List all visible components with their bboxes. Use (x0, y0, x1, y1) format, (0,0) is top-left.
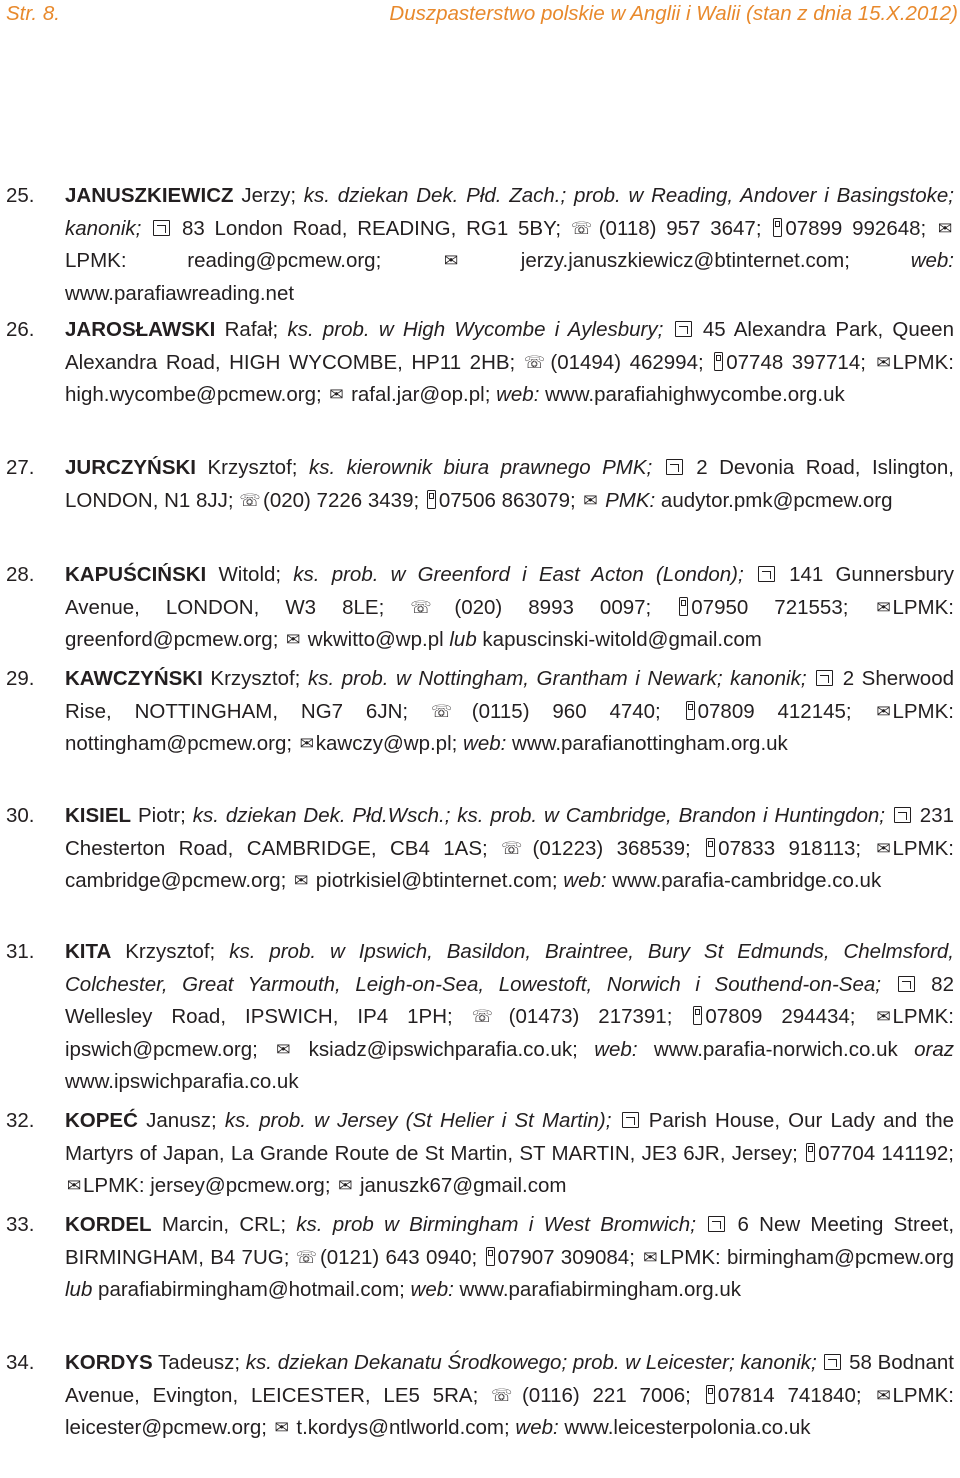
email-icon: ✉ (285, 630, 301, 651)
priest-surname: KORDEL (65, 1213, 152, 1236)
mobile: 07907 309084; (497, 1245, 635, 1269)
phone-icon: ☏ (491, 1385, 513, 1406)
phone-icon: ☏ (410, 597, 432, 618)
mobile-icon (693, 1006, 702, 1025)
entry-number: 32. (6, 1109, 35, 1132)
mobile: 07748 397714; (726, 350, 866, 374)
phone-icon: ☏ (239, 490, 261, 511)
entry-text (65, 180, 954, 310)
address-icon (708, 1216, 725, 1232)
mobile: 07899 992648; (785, 216, 927, 240)
email-lpmk[interactable]: LPMK: greenford@pcmew.org; (65, 595, 954, 652)
priest-role: ks. prob. w Nottingham, Grantham i Newark; kanonik; (307, 667, 807, 690)
address: 45 Alexandra Park, Queen Alexandra Road, HIGH WYCOMBE, HP11 2HB; (65, 318, 954, 374)
web-label: web: (557, 869, 607, 893)
email-personal[interactable]: piotrkisiel@btinternet.com; (310, 869, 558, 893)
entry-text (65, 1209, 954, 1307)
mobile: 07833 918113; (718, 836, 862, 860)
email-lpmk[interactable]: LPMK: nottingham@pcmew.org; (65, 699, 954, 756)
email-icon: ✉ (583, 490, 598, 511)
priest-role: ks. kierownik biura prawnego PMK; (308, 456, 653, 479)
entry-number: 34. (6, 1351, 35, 1374)
entry-number: 25. (6, 184, 35, 207)
email-icon: ✉ (937, 218, 953, 239)
priest-role: ks. prob. w Jersey (St Helier i St Martin); (224, 1109, 612, 1132)
email-icon: ✉ (876, 1385, 891, 1406)
web-label: web: (509, 1416, 559, 1440)
phone: (020) 8993 0097; (428, 595, 652, 619)
phone: (0116) 221 7006; (509, 1383, 691, 1407)
entry-number: 33. (6, 1213, 35, 1236)
entry-text (65, 1105, 954, 1203)
mobile-icon (706, 838, 715, 857)
or-word: lub (65, 1278, 93, 1302)
email-personal[interactable]: jerzy.januszkiewicz@btinternet.com; (460, 249, 850, 273)
phone: (020) 7226 3439; (257, 488, 420, 512)
mobile: 07704 141192; (818, 1141, 954, 1165)
priest-role: ks. prob. w Greenford i East Acton (London); (293, 563, 744, 586)
entry-number: 29. (6, 667, 35, 690)
address: 83 London Road, READING, RG1 5BY; (172, 216, 562, 240)
email-icon: ✉ (876, 597, 891, 618)
email-lpmk[interactable]: LPMK: reading@pcmew.org; (65, 249, 382, 273)
entry-text (65, 559, 954, 657)
email-personal[interactable]: wkwitto@wp.pl (302, 628, 444, 652)
priest-first-name: Krzysztof; (202, 667, 308, 690)
address-icon (758, 566, 775, 582)
address: 58 Bodnant Avenue, Evington, LEICESTER, LE5 5RA; (65, 1351, 954, 1407)
address-icon (153, 220, 170, 236)
entry-number: 26. (6, 318, 35, 341)
email-icon: ✉ (329, 385, 344, 406)
page-number: Str. 8. (6, 2, 60, 25)
priest-surname: JURCZYŃSKI (65, 456, 196, 479)
email-personal[interactable]: t.kordys@ntlworld.com; (290, 1416, 510, 1440)
page-title: Duszpasterstwo polskie w Anglii i Walii (stan z dnia 15.X.2012) (389, 2, 958, 25)
priest-surname: JANUSZKIEWICZ (65, 184, 234, 207)
phone-icon: ☏ (523, 352, 546, 373)
web-label: web: (404, 1278, 454, 1302)
priest-role: ks. prob. w Ipswich, Basildon, Braintree, Bury St Edmunds, Chelmsford, Colchester, Great Yarmouth, Leigh-on-Sea, Lowestoft, Norwich i Southend-on-Sea; (65, 940, 954, 996)
phone-icon: ☏ (295, 1247, 317, 1268)
website-link[interactable]: www.parafiawreading.net (65, 281, 295, 305)
entry-text (65, 452, 954, 517)
website-link[interactable]: www.parafia-norwich.co.uk (637, 1037, 898, 1061)
priest-first-name: Witold; (206, 563, 294, 586)
mobile-icon (686, 701, 695, 720)
website-link[interactable]: www.parafiabirmingham.org.uk (453, 1278, 741, 1302)
phone-icon: ☏ (471, 1007, 493, 1028)
email-personal[interactable]: januszk67@gmail.com (354, 1174, 567, 1198)
email-icon: ✉ (876, 1007, 891, 1028)
priest-role: ks. dziekan Dek. Płd.Wsch.; ks. prob. w Cambridge, Brandon i Huntingdon; (192, 804, 885, 827)
priest-role: ks. dziekan Dek. Płd. Zach.; prob. w Reading, Andover i Basingstoke; kanonik; (65, 184, 954, 240)
email-icon: ✉ (276, 1039, 291, 1060)
mobile-icon (714, 352, 723, 371)
mobile-icon (706, 1385, 715, 1404)
mobile: 07809 294434; (705, 1005, 856, 1029)
priest-surname: KORDYS (65, 1351, 153, 1374)
priest-first-name: Tadeusz; (152, 1351, 246, 1374)
mobile-icon (773, 218, 782, 237)
email-icon: ✉ (643, 1247, 658, 1268)
mobile-icon (806, 1143, 815, 1162)
email-lpmk[interactable]: LPMK: jersey@pcmew.org; (83, 1174, 331, 1198)
page-header (0, 0, 960, 30)
address-icon (894, 807, 911, 823)
phone: (0115) 960 4740; (448, 699, 661, 723)
entry-number: 30. (6, 804, 35, 827)
entry-text (65, 936, 954, 1099)
email-icon: ✉ (876, 352, 891, 373)
priest-surname: KISIEL (65, 804, 132, 827)
website-link[interactable]: www.parafiahighwycombe.org.uk (539, 383, 845, 407)
address: 141 Gunnersbury Avenue, LONDON, W3 8LE; (65, 563, 954, 619)
email-lpmk[interactable]: LPMK: high.wycombe@pcmew.org; (65, 350, 955, 407)
mobile: 07950 721553; (691, 595, 849, 619)
web-label: web: (457, 732, 507, 756)
web-label: web: (849, 249, 954, 273)
address-icon (666, 459, 683, 475)
address: 2 Sherwood Rise, NOTTINGHAM, NG7 6JN; (65, 667, 954, 723)
address-icon (816, 670, 833, 686)
priest-first-name: Jerzy; (233, 184, 304, 207)
website-link-2[interactable]: www.ipswichparafia.co.uk (65, 1070, 299, 1094)
email-icon: ✉ (876, 701, 891, 722)
email-lpmk[interactable]: LPMK: ipswich@pcmew.org; (65, 1005, 954, 1061)
mobile-icon (427, 490, 436, 509)
entry-number: 31. (6, 940, 35, 963)
entry-text (65, 1347, 954, 1445)
priest-first-name: Krzysztof; (111, 940, 230, 963)
phone-icon: ☏ (570, 218, 593, 239)
priest-surname: KAWCZYŃSKI (65, 667, 203, 690)
and-word: oraz (897, 1037, 954, 1061)
mobile: 07506 863079; (438, 488, 576, 512)
email-pmk[interactable]: audytor.pmk@pcmew.org (655, 488, 893, 512)
address-icon (898, 976, 915, 992)
phone: (01223) 368539; (519, 836, 691, 860)
email-alt[interactable]: kapuscinski-witold@gmail.com (476, 628, 762, 652)
entry-text (65, 314, 954, 412)
priest-first-name: Piotr; (131, 804, 193, 827)
priest-role: ks. prob w Birmingham i West Bromwich; (296, 1213, 696, 1236)
email-icon: ✉ (876, 838, 891, 859)
mobile: 07814 741840; (717, 1383, 862, 1407)
email-personal[interactable]: ksiadz@ipswichparafia.co.uk; (292, 1037, 578, 1061)
address: 231 Chesterton Road, CAMBRIDGE, CB4 1AS; (65, 804, 955, 860)
entry-number: 27. (6, 456, 35, 479)
website-link[interactable]: www.leicesterpolonia.co.uk (558, 1416, 811, 1440)
email-icon: ✉ (293, 871, 309, 892)
address-icon (675, 321, 692, 337)
address-icon (824, 1354, 841, 1370)
address: 82 Wellesley Road, IPSWICH, IP4 1PH; (65, 972, 954, 1029)
email-personal[interactable]: kawczy@wp.pl; (315, 732, 458, 756)
email-personal[interactable]: parafiabirmingham@hotmail.com; (92, 1278, 405, 1302)
priest-first-name: Krzysztof; (196, 456, 309, 479)
website-link[interactable]: www.parafia-cambridge.co.uk (606, 869, 882, 893)
mobile-icon (486, 1247, 495, 1266)
website-link[interactable]: www.parafianottingham.org.uk (506, 732, 788, 756)
email-icon: ✉ (299, 734, 314, 755)
email-lpmk[interactable]: LPMK: birmingham@pcmew.org (659, 1245, 955, 1269)
address: 2 Devonia Road, Islington, LONDON, N1 8JJ; (65, 456, 955, 512)
web-label: web: (577, 1037, 638, 1061)
phone: (0121) 643 0940; (313, 1245, 478, 1269)
phone: (01494) 462994; (541, 350, 704, 374)
priest-surname: KITA (65, 940, 112, 963)
priest-first-name: Rafał; (215, 318, 288, 341)
phone: (01473) 217391; (489, 1005, 673, 1029)
priest-surname: KAPUŚCIŃSKI (65, 563, 207, 586)
priest-role: ks. dziekan Dekanatu Środkowego; prob. w Leicester; kanonik; (245, 1351, 817, 1374)
email-icon: ✉ (443, 251, 459, 272)
entry-text (65, 800, 954, 898)
email-icon: ✉ (338, 1176, 353, 1197)
email-lpmk[interactable]: LPMK: cambridge@pcmew.org; (65, 836, 955, 893)
priest-surname: KOPEĆ (65, 1109, 138, 1132)
email-personal[interactable]: rafal.jar@op.pl; (345, 383, 491, 407)
entry-number: 28. (6, 563, 35, 586)
email-icon: ✉ (66, 1176, 82, 1197)
web-label: web: (490, 383, 540, 407)
email-lpmk[interactable]: LPMK: leicester@pcmew.org; (65, 1383, 954, 1440)
address: 6 New Meeting Street, BIRMINGHAM, B4 7UG; (65, 1213, 955, 1269)
mobile: 07809 412145; (697, 699, 852, 723)
address: Parish House, Our Lady and the Martyrs of Japan, La Grande Route de St Martin, ST MARTIN, JE3 6JR, Jersey; (65, 1109, 954, 1165)
phone: (0118) 957 3647; (588, 216, 762, 240)
email-label: PMK: (599, 488, 656, 512)
entry-text (65, 663, 954, 761)
priest-surname: JAROSŁAWSKI (65, 318, 216, 341)
priest-first-name: Janusz; (137, 1109, 225, 1132)
phone-icon: ☏ (430, 701, 453, 722)
email-icon: ✉ (274, 1418, 289, 1439)
mobile-icon (679, 597, 688, 616)
address-icon (622, 1112, 639, 1128)
phone-icon: ☏ (501, 838, 523, 859)
priest-first-name: Marcin, CRL; (151, 1213, 297, 1236)
priest-role: ks. prob. w High Wycombe i Aylesbury; (287, 318, 664, 341)
or-word: lub (443, 628, 477, 652)
